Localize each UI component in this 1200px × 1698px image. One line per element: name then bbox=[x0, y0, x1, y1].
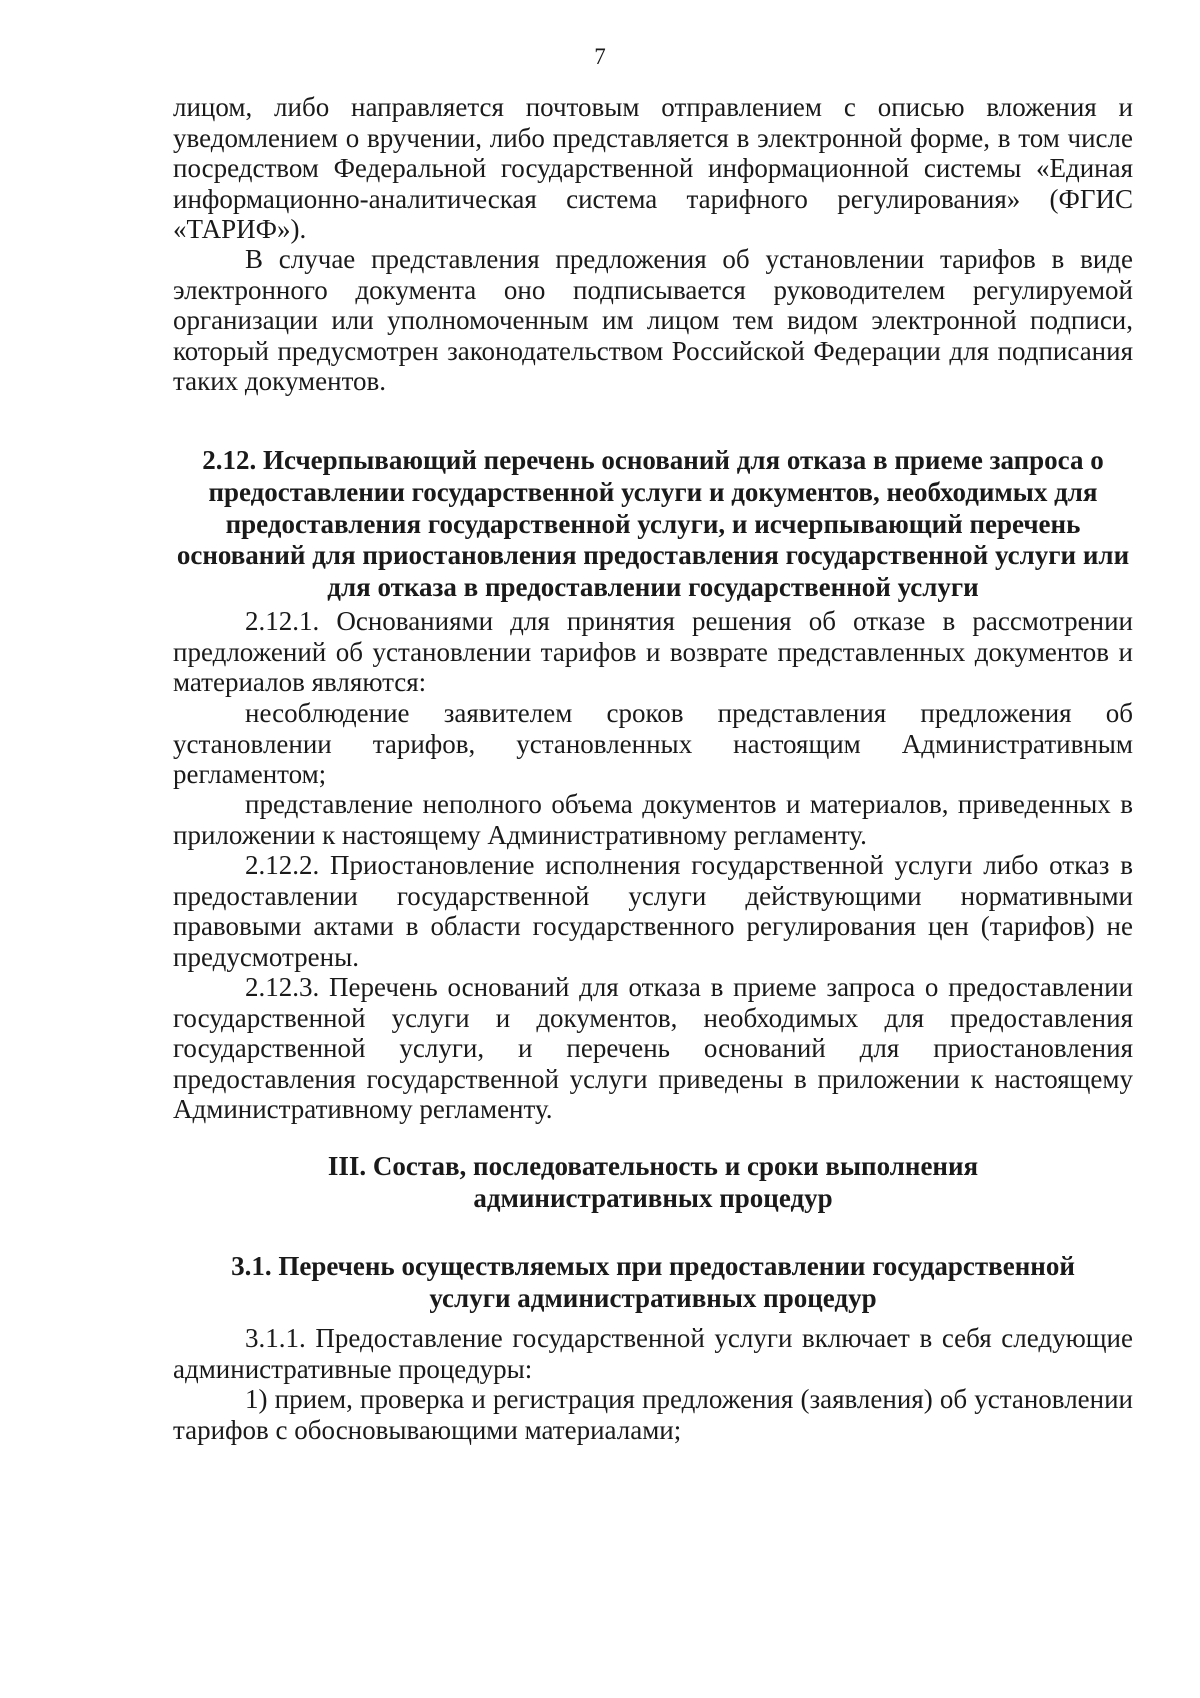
paragraph-procedure-1: 1) прием, проверка и регистрация предложения (заявления) об установлении тарифов с обосновывающими материалами; bbox=[173, 1384, 1133, 1445]
paragraph-electronic-signature: В случае представления предложения об установлении тарифов в виде электронного документа оно подписывается руководителем регулируемой организации или уполномоченным им лицом тем видом электронной подписи, который предусмотрен законодательством Российской Федерации для подписания таких документов. bbox=[173, 244, 1133, 397]
paragraph-2-12-3: 2.12.3. Перечень оснований для отказа в приеме запроса о предоставлении государственной услуги и документов, необходимых для предоставления государственной услуги, и перечень оснований для приостановления предоставления государственной услуги приведены в приложении к настоящему Административному регламенту. bbox=[173, 972, 1133, 1125]
paragraph-incomplete-documents: представление неполного объема документов и материалов, приведенных в приложении к настоящему Административному регламенту. bbox=[173, 789, 1133, 850]
paragraph-3-1-1: 3.1.1. Предоставление государственной услуги включает в себя следующие административные процедуры: bbox=[173, 1323, 1133, 1384]
paragraph-deadline-violation: несоблюдение заявителем сроков представления предложения об установлении тарифов, установленных настоящим Административным регламентом; bbox=[173, 698, 1133, 790]
chapter-heading-iii: III. Состав, последовательность и сроки выполнения административных процедур bbox=[327, 1151, 979, 1213]
section-heading-2-12: 2.12. Исчерпывающий перечень оснований для отказа в приеме запроса о предоставлении государственной услуги и документов, необходимых для предоставления государственной услуги, и исчерпывающий перечень оснований для приостановления предоставления государственной услуги или для отказа в предоставлении государственной услуги bbox=[176, 445, 1130, 603]
paragraph-2-12-1: 2.12.1. Основаниями для принятия решения об отказе в рассмотрении предложений об установлении тарифов и возврате представленных документов и материалов являются: bbox=[173, 606, 1133, 698]
page-number: 7 bbox=[594, 44, 606, 69]
paragraph-2-12-2: 2.12.2. Приостановление исполнения государственной услуги либо отказ в предоставлении государственной услуги действующими нормативными правовыми актами в области государственного регулирования цен (тарифов) не предусмотрены. bbox=[173, 850, 1133, 972]
paragraph-submission-methods: лицом, либо направляется почтовым отправлением с описью вложения и уведомлением о вручении, либо представляется в электронной форме, в том числе посредством Федеральной государственной информационной системы «Единая информационно-аналитическая система тарифного регулирования» (ФГИС «ТАРИФ»). bbox=[173, 92, 1133, 245]
section-heading-3-1: 3.1. Перечень осуществляемых при предоставлении государственной услуги административных процедур bbox=[231, 1251, 1075, 1313]
